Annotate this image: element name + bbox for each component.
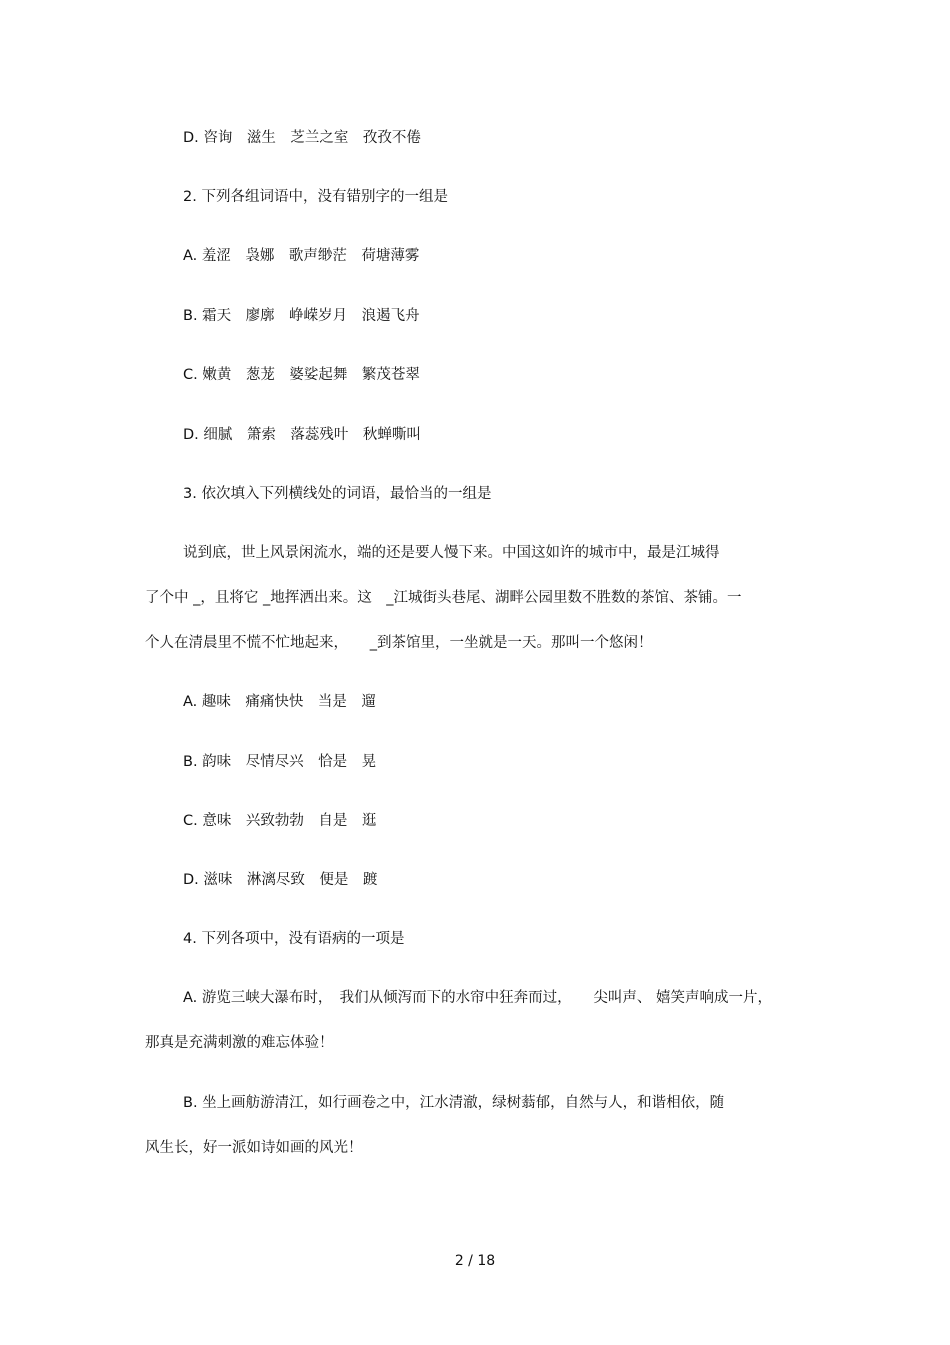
q3-option-c: C. 意味 兴致勃勃 自是 逛: [183, 813, 377, 829]
q2-option-d: D. 细腻 箫索 落蕊残叶 秋蝉嘶叫: [183, 427, 421, 443]
q3-option-d: D. 滋味 淋漓尽致 便是 踱: [183, 872, 378, 888]
q3-option-a: A. 趣味 痛痛快快 当是 遛: [183, 694, 376, 710]
q3-passage-line-2: 了个中 _，且将它 _地挥洒出来。这 _江城街头巷尾、湖畔公园里数不胜数的茶馆、茶铺。一: [145, 590, 742, 606]
question-4-stem: 4. 下列各项中，没有语病的一项是: [183, 931, 405, 947]
q4-option-b-line-2: 风生长，好一派如诗如画的风光！: [145, 1140, 363, 1156]
q2-option-b: B. 霜天 廖廓 峥嵘岁月 浪遏飞舟: [183, 308, 420, 324]
q3-passage-line-3: 个人在清晨里不慌不忙地起来， _到茶馆里，一坐就是一天。那叫一个悠闲！: [145, 635, 653, 651]
question-3-stem: 3. 依次填入下列横线处的词语，最恰当的一组是: [183, 486, 492, 502]
question-2-stem: 2. 下列各组词语中，没有错别字的一组是: [183, 189, 448, 205]
q4-option-b-line-1: B. 坐上画舫游清江，如行画卷之中，江水清澈，绿树蓊郁，自然与人，和谐相依，随: [183, 1095, 725, 1111]
page-number: 2 / 18: [454, 1253, 496, 1269]
q4-option-a-line-1: A. 游览三峡大瀑布时， 我们从倾泻而下的水帘中狂奔而过， 尖叫声、 嬉笑声响成一片，: [183, 990, 772, 1006]
q2-option-c: C. 嫩黄 葱茏 婆娑起舞 繁茂苍翠: [183, 367, 420, 383]
q2-option-a: A. 羞涩 袅娜 歌声缈茫 荷塘薄雾: [183, 248, 420, 264]
q1-option-d: D. 咨询 滋生 芝兰之室 孜孜不倦: [183, 130, 421, 146]
q3-option-b: B. 韵味 尽情尽兴 恰是 晃: [183, 754, 377, 770]
q3-passage-line-1: 说到底，世上风景闲流水，端的还是要人慢下来。中国这如许的城市中，最是江城得: [183, 545, 720, 561]
q4-option-a-line-2: 那真是充满刺激的难忘体验！: [145, 1035, 334, 1051]
